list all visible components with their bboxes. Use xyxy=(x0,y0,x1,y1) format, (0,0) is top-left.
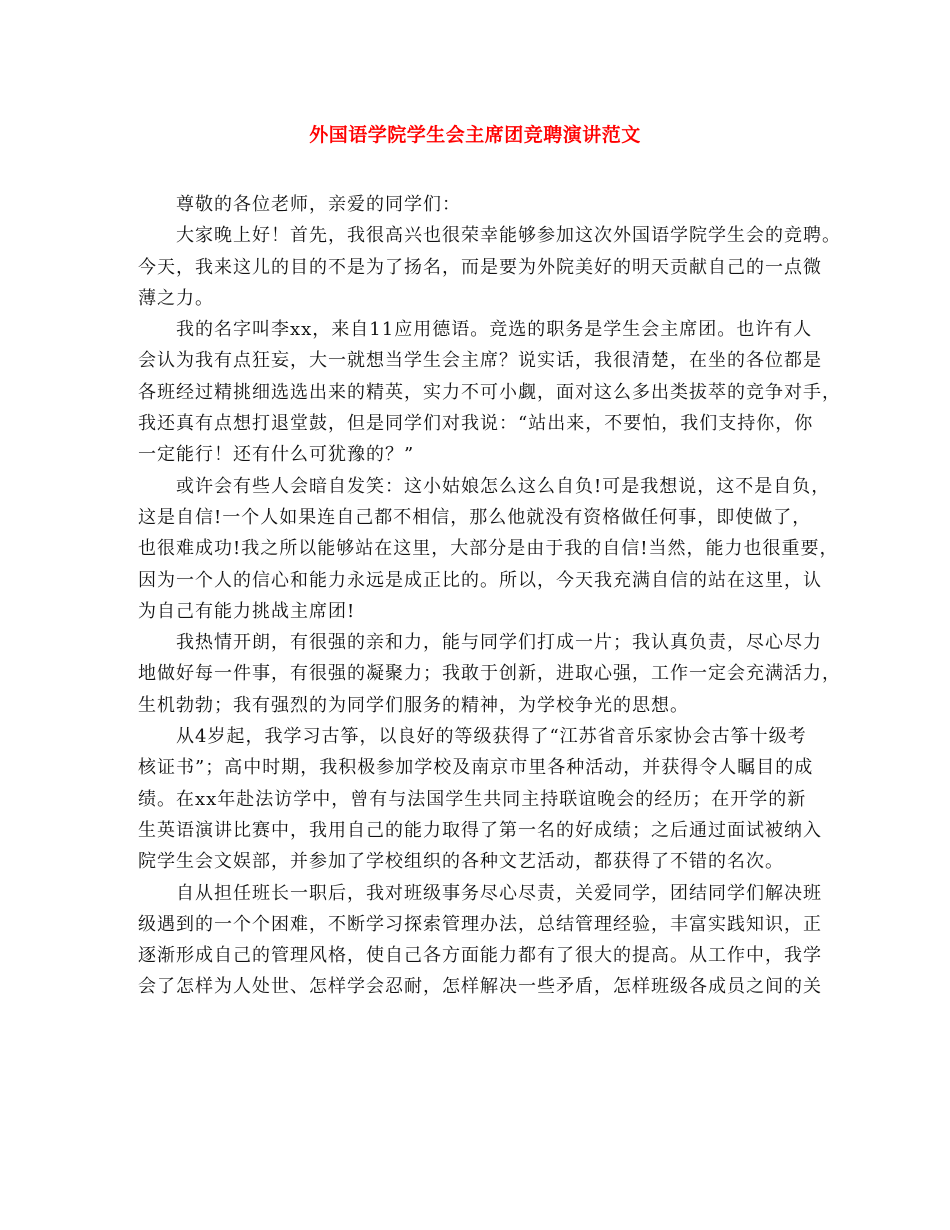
text-line: 生机勃勃；我有强烈的为同学们服务的精神，为学校争光的思想。 xyxy=(138,694,689,716)
text-line: 院学生会文娱部，并参加了学校组织的各种文艺活动，都获得了不错的名次。 xyxy=(138,851,784,873)
text-line: 大家晚上好！首先，我很高兴也很荣幸能够参加这次外国语学院学生会的竞聘。 xyxy=(176,225,841,247)
text-line: 逐渐形成自己的管理风格，使自己各方面能力都有了很大的提高。从工作中，我学 xyxy=(138,945,822,967)
text-line: 级遇到的一个个困难，不断学习探索管理办法，总结管理经验，丰富实践知识，正 xyxy=(138,913,822,935)
text-line: 会了怎样为人处世、怎样学会忍耐，怎样解决一些矛盾，怎样班级各成员之间的关 xyxy=(138,976,822,998)
text-line: 一定能行！还有什么可犹豫的？” xyxy=(138,444,415,466)
text-line: 各班经过精挑细选选出来的精英，实力不可小觑，面对这么多出类拔萃的竞争对手， xyxy=(138,381,841,403)
text-line: 生英语演讲比赛中，我用自己的能力取得了第一名的好成绩；之后通过面试被纳入 xyxy=(138,819,822,841)
text-line: 这是自信!一个人如果连自己都不相信，那么他就没有资格做任何事，即使做了， xyxy=(138,506,812,528)
text-line: 从4岁起，我学习古筝，以良好的等级获得了“江苏省音乐家协会古筝十级考 xyxy=(176,726,807,748)
text-line: 尊敬的各位老师，亲爱的同学们： xyxy=(176,194,461,215)
document-body xyxy=(138,189,841,1003)
text-line: 地做好每一件事，有很强的凝聚力；我敢于创新，进取心强，工作一定会充满活力， xyxy=(138,663,841,685)
text-line: 自从担任班长一职后，我对班级事务尽心尽责，关爱同学，团结同学们解决班 xyxy=(176,882,822,904)
text-line: 会认为我有点狂妄，大一就想当学生会主席？说实话，我很清楚，在坐的各位都是 xyxy=(138,350,822,372)
text-line: 我热情开朗，有很强的亲和力，能与同学们打成一片；我认真负责，尽心尽力 xyxy=(176,632,822,654)
text-line: 我的名字叫李xx，来自11应用德语。竞选的职务是学生会主席团。也许有人 xyxy=(176,319,813,341)
text-line: 今天，我来这儿的目的不是为了扬名，而是要为外院美好的明天贡献自己的一点微 xyxy=(138,256,822,278)
text-line: 或许会有些人会暗自发笑：这小姑娘怎么这么自负!可是我想说，这不是自负， xyxy=(176,475,831,497)
text-line: 我还真有点想打退堂鼓，但是同学们对我说：“站出来，不要怕，我们支持你，你 xyxy=(138,413,814,435)
text-line: 薄之力。 xyxy=(138,287,214,309)
text-line: 也很难成功!我之所以能够站在这里，大部分是由于我的自信!当然，能力也很重要， xyxy=(138,538,839,560)
text-line: 为自己有能力挑战主席团! xyxy=(138,600,356,622)
text-line: 绩。在xx年赴法访学中，曾有与法国学生共同主持联谊晚会的经历；在开学的新 xyxy=(138,788,807,810)
document-title: 外国语学院学生会主席团竞聘演讲范文 xyxy=(309,124,641,146)
text-line: 因为一个人的信心和能力永远是成正比的。所以，今天我充满自信的站在这里，认 xyxy=(138,569,822,591)
text-line: 核证书”；高中时期，我积极参加学校及南京市里各种活动，并获得令人瞩目的成 xyxy=(138,757,814,779)
